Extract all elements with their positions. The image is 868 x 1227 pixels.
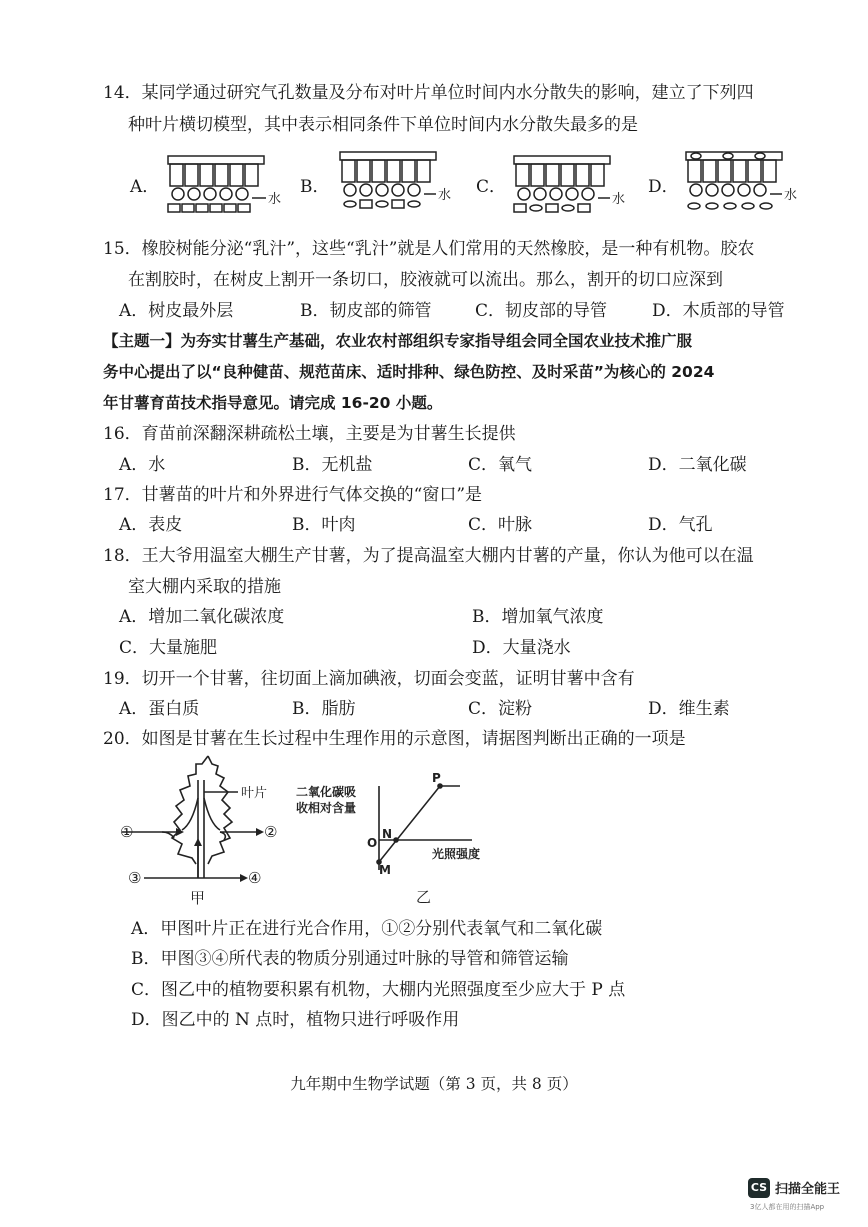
q18-option-c: C．大量施肥 xyxy=(119,638,218,658)
q15-option-d: D．木质部的导管 xyxy=(652,301,785,321)
q19-option-a: A．蛋白质 xyxy=(119,699,200,719)
scanner-logo-icon: CS xyxy=(748,1178,770,1198)
q20-yi-label-n: N xyxy=(382,827,393,841)
theme-line3: 年甘薯育苗技术指导意见。请完成 16-20 小题。 xyxy=(103,394,443,412)
q20-yi-ylabel-line2: 收相对含量 xyxy=(296,801,357,815)
q20-figure-jia-leaf xyxy=(120,752,290,908)
q20-jia-marker-3: ③ xyxy=(128,869,142,887)
q14-option-b-label: B． xyxy=(300,177,330,197)
q17-option-d: D．气孔 xyxy=(648,515,713,535)
q15-option-a: A．树皮最外层 xyxy=(119,301,234,321)
q14-option-c-label: C． xyxy=(476,177,507,197)
q14-water-label-d: 水 xyxy=(784,188,798,203)
q17-stem: 17．甘薯苗的叶片和外界进行气体交换的“窗口”是 xyxy=(103,485,483,505)
q18-option-d: D．大量浇水 xyxy=(472,638,571,658)
q20-option-d: D．图乙中的 N 点时，植物只进行呼吸作用 xyxy=(131,1010,460,1030)
q14-option-d-label: D． xyxy=(648,177,679,197)
q14-leaf-model-d xyxy=(682,150,800,220)
q20-figure-yi-graph xyxy=(292,770,512,908)
q19-option-c: C．淀粉 xyxy=(468,699,533,719)
q14-option-a-label: A． xyxy=(130,177,160,197)
q20-jia-leaf-label: 叶片 xyxy=(241,786,268,801)
q14-stem-line2: 种叶片横切模型，其中表示相同条件下单位时间内水分散失最多的是 xyxy=(128,115,638,135)
q20-jia-caption: 甲 xyxy=(190,889,206,907)
q15-option-c: C．韧皮部的导管 xyxy=(475,301,608,321)
q17-option-a: A．表皮 xyxy=(119,515,183,535)
q14-leaf-model-b xyxy=(336,150,454,218)
scanner-watermark xyxy=(748,1176,858,1216)
q20-yi-label-o: O xyxy=(367,836,378,850)
q14-leaf-model-a xyxy=(164,154,284,220)
q20-option-c: C．图乙中的植物要积累有机物，大棚内光照强度至少应大于 P 点 xyxy=(131,980,626,1000)
q16-option-d: D．二氧化碳 xyxy=(648,455,747,475)
q20-yi-xlabel: 光照强度 xyxy=(432,847,481,861)
q14-water-label-a: 水 xyxy=(268,192,282,207)
scanner-app-name: 扫描全能王 xyxy=(775,1182,841,1197)
q17-option-c: C．叶脉 xyxy=(468,515,533,535)
q20-jia-marker-4: ④ xyxy=(248,869,262,887)
q18-option-a: A．增加二氧化碳浓度 xyxy=(119,607,285,627)
q14-water-label-b: 水 xyxy=(438,188,452,203)
q14-water-label-c: 水 xyxy=(612,192,626,207)
page-footer: 九年期中生物学试题（第 3 页，共 8 页） xyxy=(290,1075,578,1093)
q20-yi-point-n xyxy=(393,837,399,843)
q16-stem: 16．育苗前深翻深耕疏松土壤，主要是为甘薯生长提供 xyxy=(103,424,516,444)
q20-yi-caption: 乙 xyxy=(416,888,432,906)
q16-option-c: C．氧气 xyxy=(468,455,533,475)
scanner-tagline: 3亿人都在用的扫描App xyxy=(750,1203,825,1211)
q19-option-b: B．脂肪 xyxy=(292,699,356,719)
q15-stem-line1: 15．橡胶树能分泌“乳汁”，这些“乳汁”就是人们常用的天然橡胶，是一种有机物。胶农 xyxy=(103,239,755,259)
q18-stem-line1: 18．王大爷用温室大棚生产甘薯，为了提高温室大棚内甘薯的产量，你认为他可以在温 xyxy=(103,546,754,566)
theme-line1: 【主题一】为夯实甘薯生产基础，农业农村部组织专家指导组会同全国农业技术推广服 xyxy=(103,332,693,350)
q18-option-b: B．增加氧气浓度 xyxy=(472,607,604,627)
q15-stem-line2: 在割胶时，在树皮上割开一条切口，胶液就可以流出。那么，割开的切口应深到 xyxy=(128,270,723,290)
q20-option-a: A．甲图叶片正在进行光合作用，①②分别代表氧气和二氧化碳 xyxy=(131,919,603,939)
q20-jia-marker-1: ① xyxy=(120,823,134,841)
q15-option-b: B．韧皮部的筛管 xyxy=(300,301,432,321)
q20-stem: 20．如图是甘薯在生长过程中生理作用的示意图，请据图判断出正确的一项是 xyxy=(103,729,686,749)
q20-jia-marker-2: ② xyxy=(264,823,278,841)
q17-option-b: B．叶肉 xyxy=(292,515,356,535)
q20-option-b: B．甲图③④所代表的物质分别通过叶脉的导管和筛管运输 xyxy=(131,949,569,969)
q19-stem: 19．切开一个甘薯，往切面上滴加碘液，切面会变蓝，证明甘薯中含有 xyxy=(103,669,635,689)
q14-leaf-model-c xyxy=(510,154,628,220)
theme-line2: 务中心提出了以“良种健苗、规范苗床、适时排种、绿色防控、及时采苗”为核心的 2024 xyxy=(103,363,715,381)
q20-yi-label-m: M xyxy=(379,863,391,877)
q20-yi-ylabel-line1: 二氧化碳吸 xyxy=(296,785,357,799)
q16-option-a: A．水 xyxy=(119,455,166,475)
q16-option-b: B．无机盐 xyxy=(292,455,373,475)
q14-stem-line1: 14．某同学通过研究气孔数量及分布对叶片单位时间内水分散失的影响，建立了下列四 xyxy=(103,83,754,103)
q20-yi-label-p: P xyxy=(432,771,441,785)
q19-option-d: D．维生素 xyxy=(648,699,730,719)
q18-stem-line2: 室大棚内采取的措施 xyxy=(128,577,281,597)
